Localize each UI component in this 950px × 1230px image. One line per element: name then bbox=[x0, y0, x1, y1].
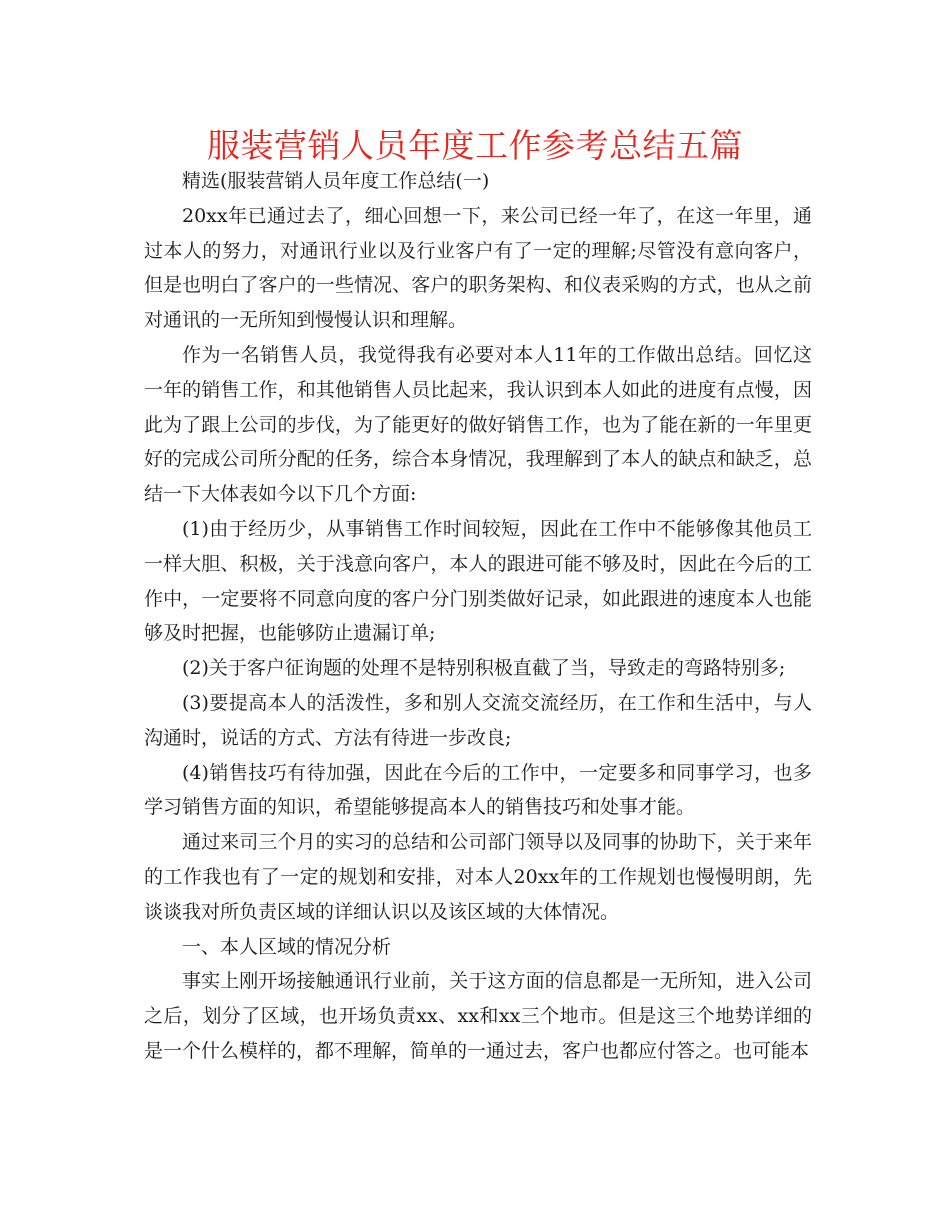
paragraph: 20xx年已通过去了，细心回想一下，来公司已经一年了，在这一年里，通过本人的努力，对通讯行业以及行业客户有了一定的理解;尽管没有意向客户，但是也明白了客户的一些情况、客户的职务架构、和仪表采购的方式，也从之前对通讯的一无所知到慢慢认识和理解。 bbox=[144, 204, 812, 332]
paragraph-list-item: (2)关于客户征询题的处理不是特别积极直截了当，导致走的弯路特别多; bbox=[182, 657, 786, 680]
document-body bbox=[144, 164, 812, 1069]
paragraph-list-item: (4)销售技巧有待加强，因此在今后的工作中，一定要多和同事学习，也多学习销售方面的知识，希望能够提高本人的销售技巧和处事才能。 bbox=[144, 761, 812, 819]
paragraph-list-item: (3)要提高本人的活泼性，多和别人交流交流经历，在工作和生活中，与人沟通时，说话的方式、方法有待进一步改良; bbox=[144, 691, 812, 749]
paragraph-list-item: (1)由于经历少，从事销售工作时间较短，因此在工作中不能够像其他员工一样大胆、积极，关于浅意向客户，本人的跟进可能不够及时，因此在今后的工作中，一定要将不同意向度的客户分门别类做好记录，如此跟进的速度本人也能够及时把握，也能够防止遗漏订单; bbox=[144, 517, 812, 645]
paragraph: 作为一名销售人员，我觉得我有必要对本人11年的工作做出总结。回忆这一年的销售工作，和其他销售人员比起来，我认识到本人如此的进度有点慢，因此为了跟上公司的步伐，为了能更好的做好销售工作，也为了能在新的一年里更好的完成公司所分配的任务，综合本身情况，我理解到了本人的缺点和缺乏，总结一下大体表如今以下几个方面: bbox=[144, 343, 812, 506]
paragraph-subtitle: 精选(服装营销人员年度工作总结(一) bbox=[182, 170, 490, 192]
section-heading: 一、本人区域的情况分析 bbox=[182, 935, 392, 958]
paragraph: 事实上刚开场接触通讯行业前，关于这方面的信息都是一无所知，进入公司之后，划分了区域，也开场负责xx、xx和xx三个地市。但是这三个地势详细的是一个什么模样的，都不理解，简单的一通过去，客户也都应付答之。也可能本 bbox=[144, 970, 812, 1062]
document-title: 服装营销人员年度工作参考总结五篇 bbox=[207, 126, 743, 165]
paragraph: 通过来司三个月的实习的总结和公司部门领导以及同事的协助下，关于来年的工作我也有了一定的规划和安排，对本人20xx年的工作规划也慢慢明朗，先谈谈我对所负责区域的详细认识以及该区域的大体情况。 bbox=[144, 831, 812, 923]
